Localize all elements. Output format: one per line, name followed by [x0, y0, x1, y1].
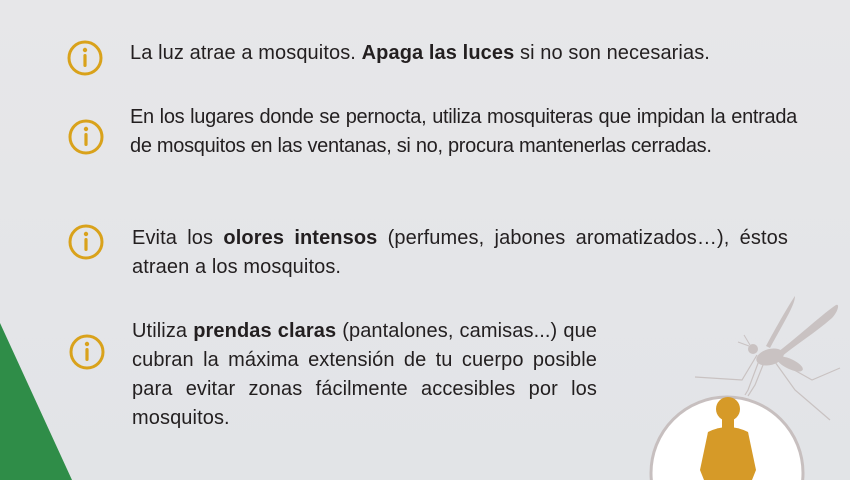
tip-text: Utiliza prendas claras (pantalones, camisas...) que cubran la máxima extensión de tu cuerpo posible para evitar zonas fácilmente accesibles por los mosquitos. — [132, 320, 598, 429]
info-icon — [68, 224, 104, 260]
info-icon — [67, 40, 103, 76]
info-icon — [69, 334, 105, 370]
tip-text: En los lugares donde se pernocta, utiliza mosquiteras que impidan la entrada de mosquitos en las ventanas, si no, procura mantenerlas cerradas. — [130, 106, 797, 157]
tip-text: Evita los olores intensos (perfumes, jabones aromatizados…), éstos atraen a los mosquitos. — [132, 227, 788, 278]
tip-text: La luz atrae a mosquitos. Apaga las luces si no son necesarias. — [130, 42, 710, 64]
info-icon — [68, 119, 104, 155]
